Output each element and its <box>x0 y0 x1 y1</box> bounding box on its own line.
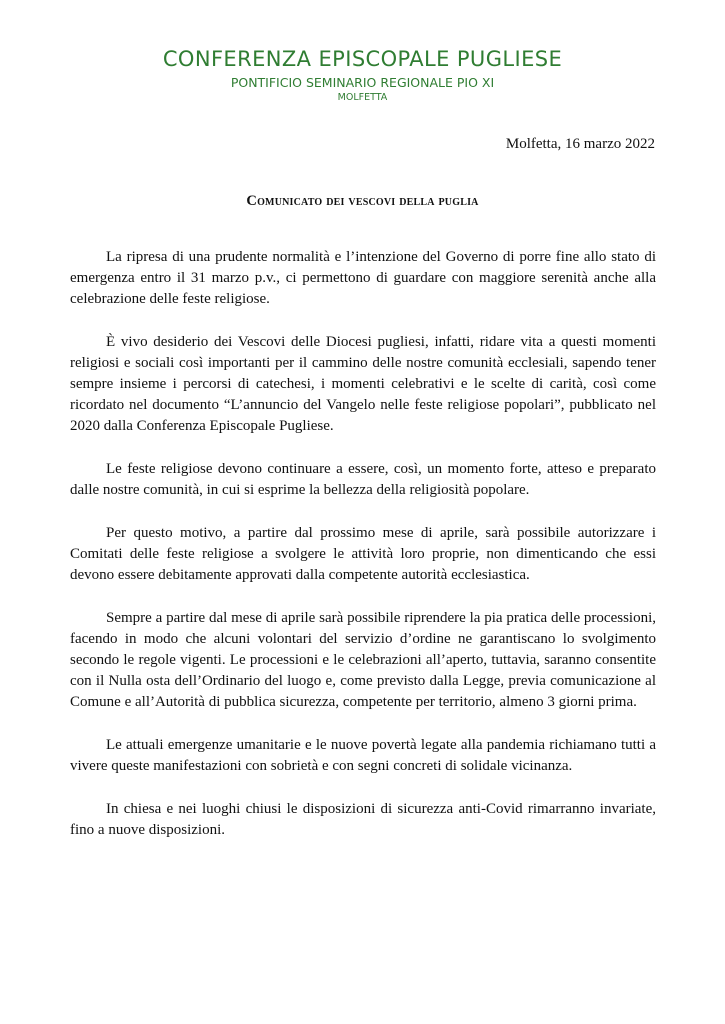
paragraph: La ripresa di una prudente normalità e l’intenzione del Governo di porre fine allo stato di emergenza entro il 31 marzo p.v., ci permettono di guardare con maggiore serenità anche alla celebrazione delle feste religiose. <box>70 249 656 307</box>
subject-heading: Comunicato dei vescovi della puglia <box>246 193 479 209</box>
letterhead-city: MOLFETTA <box>337 92 388 103</box>
letterhead-title: CONFERENZA EPISCOPALE PUGLIESE <box>162 47 563 71</box>
paragraph: Sempre a partire dal mese di aprile sarà possibile riprendere la pia pratica delle processioni, facendo in modo che alcuni volontari del servizio d’ordine ne garantiscano lo svolgimento secondo le regole vigenti. Le processioni e le celebrazioni all’aperto, tuttavia, saranno consentite con il Nulla osta dell’Ordinario del luogo e, come previsto dalla Legge, previa comunicazione al Comune e all’Autorità di pubblica sicurezza, competente per territorio, almeno 3 giorni prima. <box>70 610 656 710</box>
paragraph: Le feste religiose devono continuare a essere, così, un momento forte, atteso e preparato dalle nostre comunità, in cui si esprime la bellezza della religiosità popolare. <box>70 461 656 498</box>
paragraph: Le attuali emergenze umanitarie e le nuove povertà legate alla pandemia richiamano tutti a vivere queste manifestazioni con sobrietà e con segni concreti di solidale vicinanza. <box>70 737 656 774</box>
letterhead <box>0 46 725 104</box>
paragraph: È vivo desiderio dei Vescovi delle Diocesi pugliesi, infatti, ridare vita a questi momenti religiosi e sociali così importanti per il cammino delle nostre comunità ecclesiali, sapendo tener sempre insieme i percorsi di catechesi, i momenti celebrativi e le scelte di carità, così come ricordato nel documento “L’annuncio del Vangelo nelle feste religiose popolari”, pubblicato nel 2020 dalla Conferenza Episcopale Pugliese. <box>70 334 656 434</box>
letter-body <box>70 247 656 863</box>
paragraph: Per questo motivo, a partire dal prossimo mese di aprile, sarà possibile autorizzare i Comitati delle feste religiose a svolgere le attività loro proprie, non dimenticando che essi devono essere debitamente approvati dalla competente autorità ecclesiastica. <box>70 525 656 583</box>
date-line: Molfetta, 16 marzo 2022 <box>505 136 655 152</box>
letterhead-subtitle: PONTIFICIO SEMINARIO REGIONALE PIO XI <box>230 75 495 90</box>
paragraph: In chiesa e nei luoghi chiusi le disposizioni di sicurezza anti-Covid rimarranno invariate, fino a nuove disposizioni. <box>70 801 656 838</box>
